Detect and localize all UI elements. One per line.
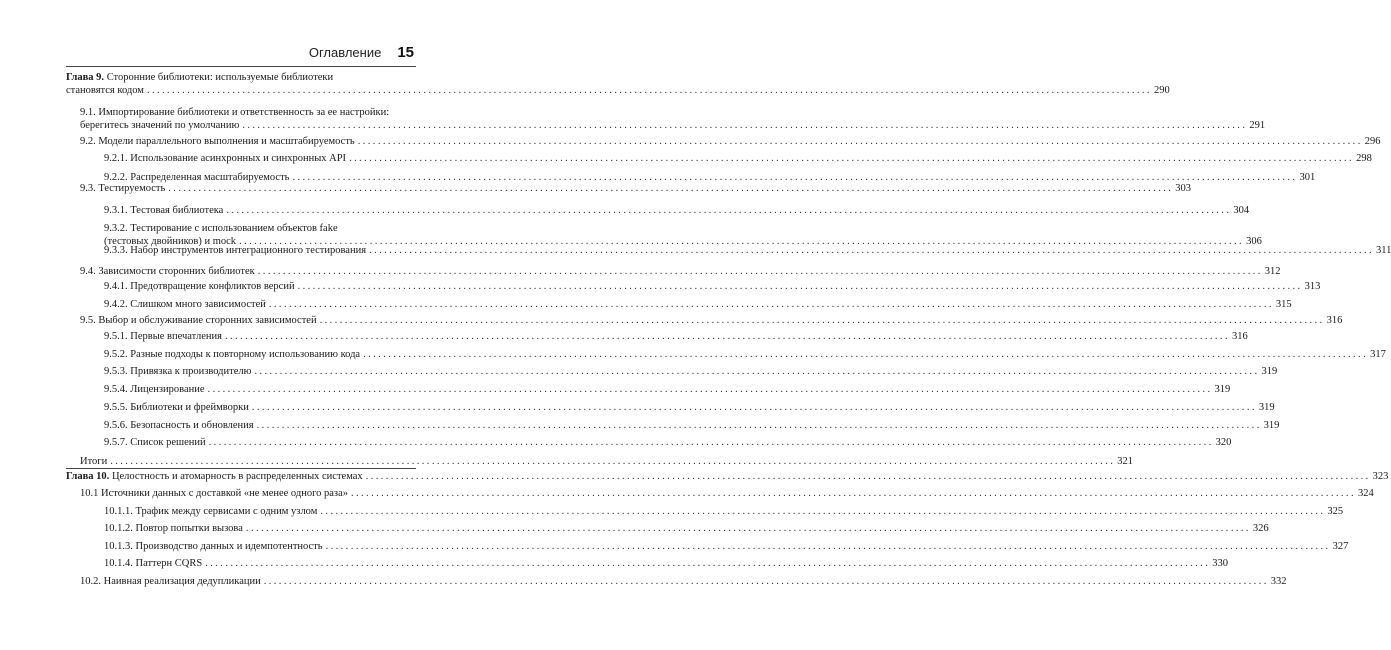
toc-page-number: 317 [1370, 349, 1386, 360]
toc-entry-title: 9.5.5. Библиотеки и фреймворки [104, 402, 249, 413]
toc-page-number: 306 [1246, 235, 1262, 247]
toc-entry[interactable] [80, 107, 1266, 132]
toc-entry-title: 9.3.1. Тестовая библиотека [104, 205, 224, 216]
toc-entry[interactable] [104, 523, 1269, 536]
toc-entry-title: 10.1.1. Трафик между сервисами с одним узлом [104, 506, 318, 517]
toc-entry-title: 10.1.2. Повтор попытки вызова [104, 523, 243, 534]
toc-entry[interactable] [104, 153, 1372, 166]
toc-entry[interactable] [80, 456, 1133, 469]
header-rule [66, 66, 416, 67]
toc-entry-title-line2: берегитесь значений по умолчанию [80, 119, 240, 131]
page-number: 15 [397, 44, 414, 61]
dot-leader: ........................................................................................................................................................................................................ [226, 205, 1232, 216]
toc-entry-title: 9.3. Тестируемость [80, 183, 166, 194]
dot-leader: ........................................................................................................................................................................................................ [363, 349, 1369, 360]
toc-page-number: 301 [1299, 172, 1316, 183]
toc-page-number: 311 [1376, 245, 1391, 256]
chapter-label: Глава 9. [66, 72, 105, 83]
toc-entry-title-line1: 9.3.2. Тестирование с использованием объектов fake [104, 223, 338, 234]
dot-leader: ........................................................................................................................................................................................................ [256, 420, 1262, 431]
toc-entry-title: 9.4. Зависимости сторонних библиотек [80, 266, 255, 277]
toc-entry[interactable] [104, 506, 1344, 519]
dot-leader: ........................................................................................................................................................................................................ [350, 488, 1356, 499]
toc-page-number: 296 [1364, 136, 1381, 147]
dot-leader: ........................................................................................................................................................................................................ [242, 119, 1248, 131]
toc-page-number: 312 [1264, 266, 1281, 277]
toc-entry[interactable] [66, 72, 1170, 97]
chapter-label: Глава 10. [66, 471, 110, 482]
toc-entry-title: 9.5.1. Первые впечатления [104, 331, 222, 342]
toc-entry[interactable] [104, 349, 1386, 362]
toc-page-number: 315 [1275, 299, 1292, 310]
dot-leader: ........................................................................................................................................................................................................ [297, 281, 1303, 292]
toc-entry-title-line2: (тестовых двойников) и mock [104, 235, 237, 247]
dot-leader: ........................................................................................................................................................................................................ [365, 471, 1371, 482]
toc-entry-title: 9.2.2. Распределенная масштабируемость [104, 172, 290, 183]
dot-leader: ........................................................................................................................................................................................................ [254, 366, 1260, 377]
toc-page-number: 290 [1153, 84, 1170, 96]
toc-entry[interactable] [104, 541, 1349, 554]
toc-entry-title: 9.5.2. Разные подходы к повторному использованию кода [104, 349, 361, 360]
toc-entry[interactable] [104, 281, 1321, 294]
dot-leader: ........................................................................................................................................................................................................ [110, 456, 1116, 467]
toc-entry[interactable] [104, 245, 1391, 258]
toc-page-number: 323 [1372, 471, 1389, 482]
toc-page-number: 332 [1270, 576, 1287, 587]
toc-page-number: 330 [1212, 558, 1228, 569]
toc-entry[interactable] [66, 471, 1389, 484]
dot-leader: ........................................................................................................................................................................................................ [257, 266, 1263, 277]
toc-entry[interactable] [80, 576, 1287, 589]
toc-entry-title: 10.1 Источники данных с доставкой «не менее одного раза» [80, 488, 348, 499]
toc-entry[interactable] [104, 299, 1292, 312]
dot-leader: ........................................................................................................................................................................................................ [207, 384, 1213, 395]
dot-leader: ........................................................................................................................................................................................................ [245, 523, 1251, 534]
toc-entry-title: 9.3.3. Набор инструментов интеграционного тестирования [104, 245, 367, 256]
toc-entry-title: 9.4.2. Слишком много зависимостей [104, 299, 266, 310]
toc-entry-title: 9.5.3. Привязка к производителю [104, 366, 252, 377]
toc-page-number: 303 [1175, 183, 1192, 194]
toc-page-number: 316 [1326, 315, 1343, 326]
toc-entry[interactable] [104, 384, 1231, 397]
toc-entry[interactable] [104, 558, 1228, 571]
toc-entry-title-line1: 9.1. Импортирование библиотеки и ответственность за ее настройки: [80, 107, 390, 118]
toc-entry[interactable] [80, 136, 1381, 149]
dot-leader: ........................................................................................................................................................................................................ [239, 235, 1245, 247]
toc-page-number: 321 [1117, 456, 1133, 467]
dot-leader: ........................................................................................................................................................................................................ [292, 172, 1298, 183]
dot-leader: ........................................................................................................................................................................................................ [268, 299, 1274, 310]
toc-entry-title: Итоги [80, 456, 108, 467]
toc-entry[interactable] [104, 366, 1278, 379]
dot-leader: ........................................................................................................................................................................................................ [208, 437, 1214, 448]
toc-entry[interactable] [80, 315, 1343, 328]
dot-leader: ........................................................................................................................................................................................................ [349, 153, 1355, 164]
toc-entry-title: 10.2. Наивная реализация дедупликации [80, 576, 261, 587]
toc-page-number: 326 [1252, 523, 1269, 534]
toc-entry-title [66, 471, 363, 484]
toc-page-number: 319 [1214, 384, 1231, 395]
toc-page-number: 316 [1231, 331, 1248, 342]
toc-page-number: 327 [1332, 541, 1349, 552]
toc-entry-title: 9.4.1. Предотвращение конфликтов версий [104, 281, 295, 292]
toc-page-number: 298 [1356, 153, 1372, 164]
toc-entry[interactable] [80, 183, 1192, 196]
running-head-title: Оглавление [308, 45, 382, 60]
toc-page-number: 319 [1263, 420, 1280, 431]
toc-entry-title-line1 [66, 72, 416, 85]
dot-leader: ........................................................................................................................................................................................................ [357, 136, 1363, 147]
toc-entry[interactable] [80, 266, 1281, 279]
chapter-title: Целостность и атомарность в распределенных системах [109, 471, 363, 482]
toc-entry[interactable] [104, 437, 1232, 450]
toc-page-number: 304 [1233, 205, 1250, 216]
toc-entry-title: 9.5. Выбор и обслуживание сторонних зависимостей [80, 315, 317, 326]
dot-leader: ........................................................................................................................................................................................................ [224, 331, 1230, 342]
toc-entry[interactable] [104, 420, 1280, 433]
toc-entry-title: 10.1.3. Производство данных и идемпотентность [104, 541, 323, 552]
dot-leader: ........................................................................................................................................................................................................ [168, 183, 1174, 194]
dot-leader: ........................................................................................................................................................................................................ [146, 84, 1152, 96]
dot-leader: ........................................................................................................................................................................................................ [263, 576, 1269, 587]
toc-page-number: 291 [1249, 119, 1266, 131]
dot-leader: ........................................................................................................................................................................................................ [319, 315, 1325, 326]
toc-page-number: 325 [1327, 506, 1344, 517]
dot-leader: ........................................................................................................................................................................................................ [320, 506, 1326, 517]
toc-entry-title-line2: становятся кодом [66, 84, 144, 96]
toc-entry-title: 9.5.7. Список решений [104, 437, 206, 448]
toc-entry-title: 9.2.1. Использование асинхронных и синхронных API [104, 153, 347, 164]
toc-entry-title: 10.1.4. Паттерн CQRS [104, 558, 203, 569]
toc-entry-title: 9.2. Модели параллельного выполнения и масштабируемость [80, 136, 355, 147]
toc-entry[interactable] [80, 488, 1374, 501]
dot-leader: ........................................................................................................................................................................................................ [251, 402, 1257, 413]
toc-page-number: 324 [1357, 488, 1374, 499]
dot-leader: ........................................................................................................................................................................................................ [205, 558, 1211, 569]
dot-leader: ........................................................................................................................................................................................................ [369, 245, 1375, 256]
toc-entry-title: 9.5.4. Лицензирование [104, 384, 205, 395]
toc-page-number: 320 [1215, 437, 1232, 448]
toc-entry[interactable] [104, 402, 1275, 415]
toc-entry-title: 9.5.6. Безопасность и обновления [104, 420, 254, 431]
dot-leader: ........................................................................................................................................................................................................ [325, 541, 1331, 552]
running-head [309, 44, 414, 61]
toc-entry[interactable] [104, 331, 1248, 344]
toc-page-number: 313 [1304, 281, 1321, 292]
toc-page-number: 319 [1261, 366, 1278, 377]
toc-page-number: 319 [1258, 402, 1275, 413]
chapter-title: Сторонние библиотеки: используемые библиотеки [104, 72, 334, 83]
toc-entry[interactable] [104, 205, 1250, 218]
